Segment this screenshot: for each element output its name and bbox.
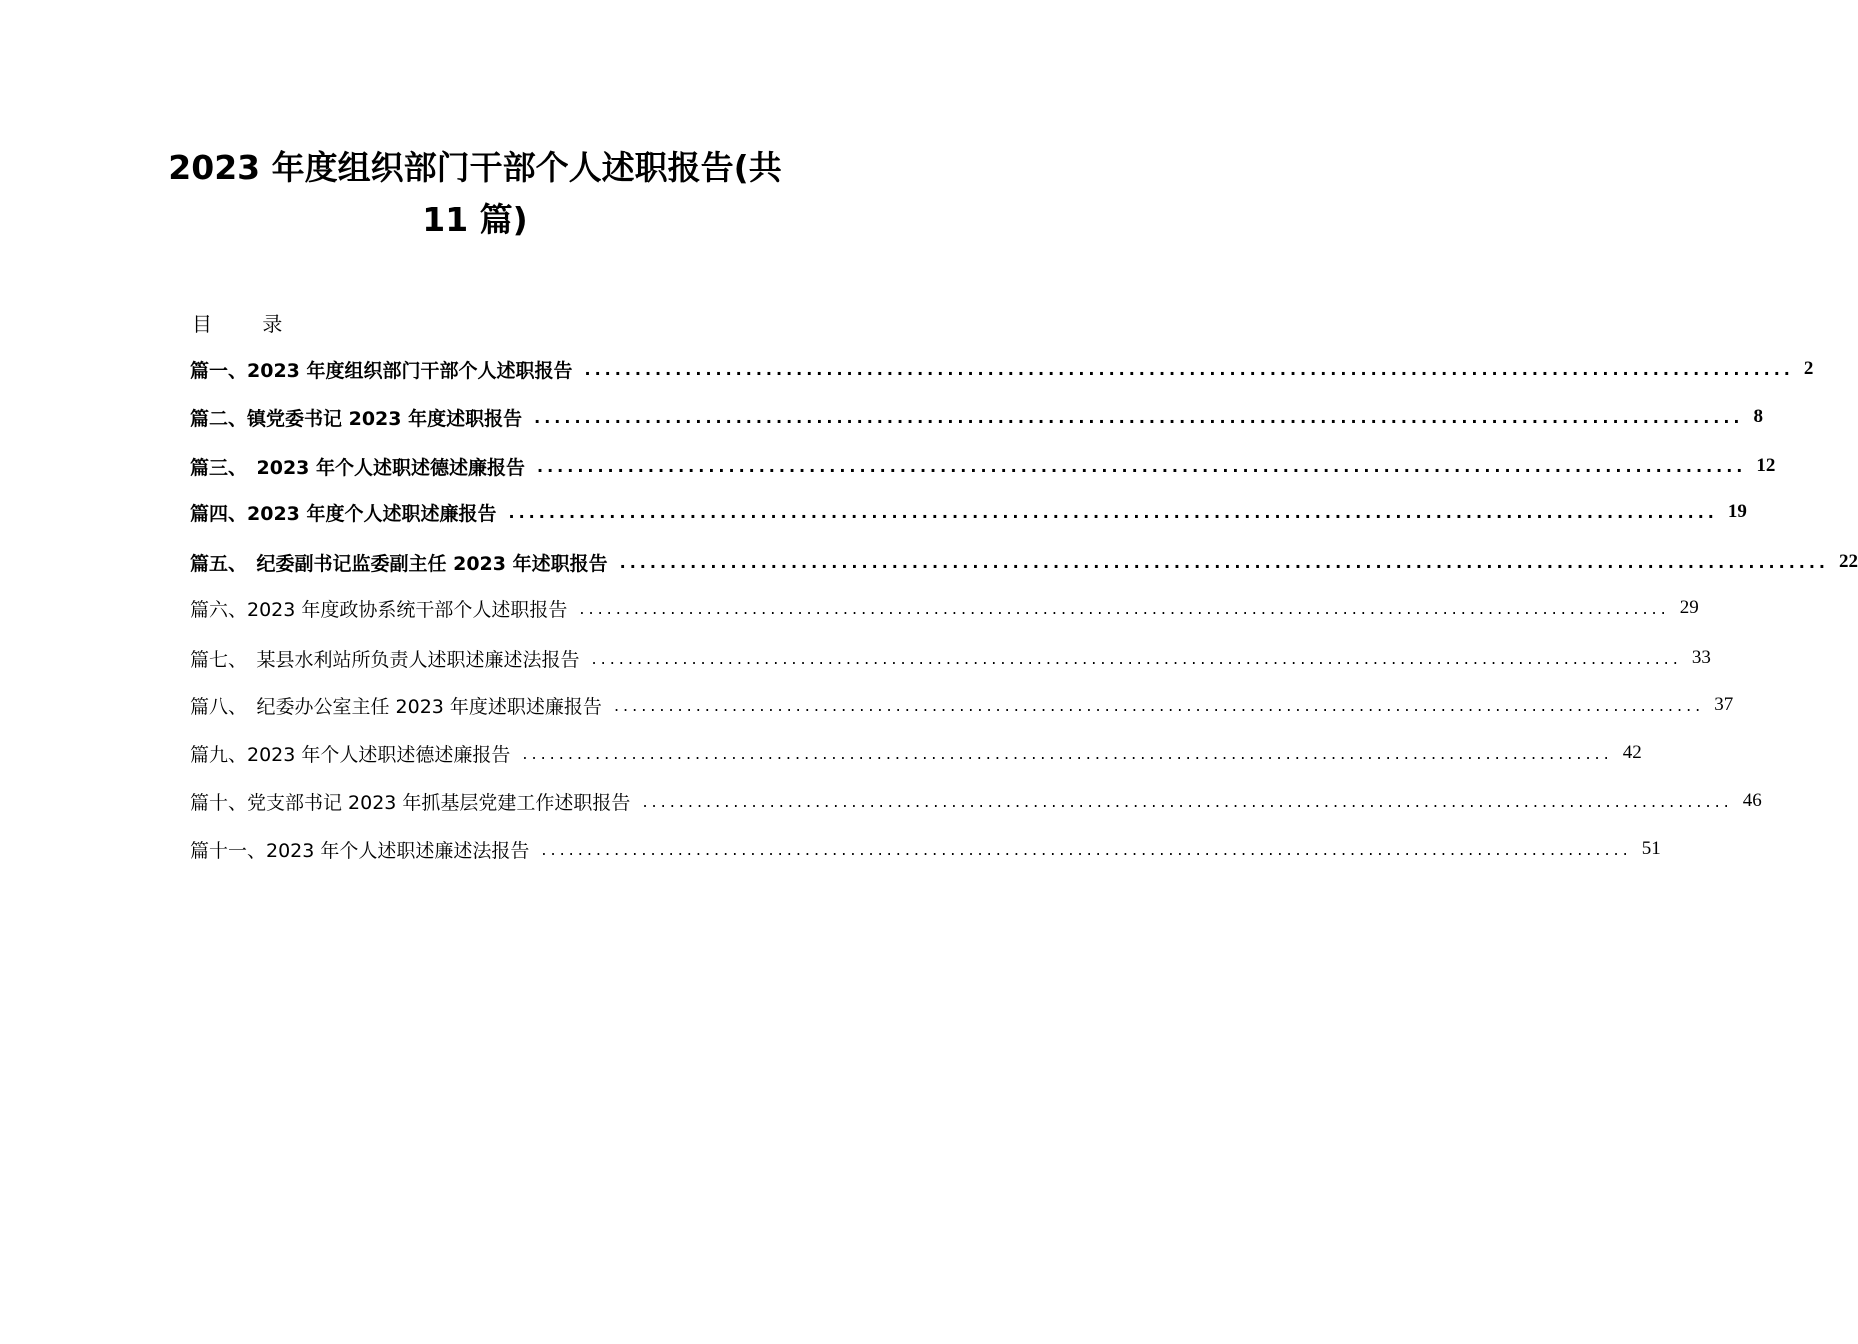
toc-entry-page: 37 — [1714, 694, 1734, 715]
toc-entry-label: 篇八、 纪委办公室主任 2023 年度述职述廉报告 — [190, 695, 602, 718]
toc-entry[interactable] — [190, 736, 1642, 770]
toc-entry[interactable] — [190, 591, 1699, 625]
toc-leader-dots: ........................................................................................................................ — [619, 552, 1829, 572]
toc-entry-label: 篇九、2023 年个人述职述德述廉报告 — [190, 743, 511, 766]
toc-entry[interactable] — [190, 352, 1814, 386]
toc-entry[interactable] — [190, 832, 1661, 866]
toc-leader-dots: ........................................................................................................................ — [508, 502, 1718, 522]
toc-leader-dots: ........................................................................................................................ — [541, 839, 1632, 859]
toc-entry-label: 篇一、2023 年度组织部门干部个人述职报告 — [190, 359, 573, 382]
toc-heading: 目 录 — [192, 312, 305, 336]
toc-entry[interactable] — [190, 545, 1858, 579]
toc-leader-dots: ........................................................................................................................ — [591, 648, 1682, 668]
toc-entry[interactable] — [190, 495, 1747, 529]
toc-leader-dots: ........................................................................................................................ — [537, 456, 1747, 476]
toc-entry-label: 篇十、党支部书记 2023 年抓基层党建工作述职报告 — [190, 791, 631, 814]
toc-entry-label: 篇三、 2023 年个人述职述德述廉报告 — [190, 456, 525, 479]
toc-entry-label: 篇五、 纪委副书记监委副主任 2023 年述职报告 — [190, 552, 608, 575]
toc-entry-label: 篇六、2023 年度政协系统干部个人述职报告 — [190, 598, 568, 621]
document-title — [120, 142, 830, 246]
toc-entry-page: 33 — [1691, 647, 1711, 668]
toc-entry-label: 篇四、2023 年度个人述职述廉报告 — [190, 502, 497, 525]
toc-leader-dots: ........................................................................................................................ — [642, 791, 1733, 811]
toc-entry[interactable] — [190, 449, 1776, 483]
toc-leader-dots: ........................................................................................................................ — [579, 598, 1670, 618]
toc-entry-label: 篇十一、2023 年个人述职述廉述法报告 — [190, 839, 530, 862]
toc-leader-dots: ........................................................................................................................ — [522, 743, 1613, 763]
toc-entry-page: 8 — [1753, 406, 1763, 427]
toc-entry[interactable] — [190, 641, 1711, 675]
title-line-2: 11 篇) — [422, 200, 528, 239]
toc-entry[interactable] — [190, 784, 1762, 818]
toc-entry[interactable] — [190, 688, 1734, 722]
toc-leader-dots: ........................................................................................................................ — [534, 407, 1744, 427]
toc-entry-page: 2 — [1803, 358, 1814, 379]
toc-entry-page: 12 — [1756, 455, 1776, 476]
toc-entry-page: 29 — [1679, 597, 1699, 618]
toc-leader-dots: ........................................................................................................................ — [613, 695, 1705, 715]
toc-entry-page: 19 — [1727, 501, 1747, 522]
toc-entry[interactable] — [190, 400, 1763, 434]
toc-entry-label: 篇七、 某县水利站所负责人述职述廉述法报告 — [190, 648, 580, 671]
toc-entry-page: 42 — [1622, 742, 1642, 763]
toc-leader-dots: ........................................................................................................................ — [584, 359, 1794, 379]
toc-entry-page: 51 — [1641, 838, 1661, 859]
toc-entry-page: 46 — [1742, 790, 1762, 811]
title-line-1: 2023 年度组织部门干部个人述职报告(共 — [168, 148, 782, 187]
toc-entry-label: 篇二、镇党委书记 2023 年度述职报告 — [190, 407, 523, 430]
toc-entry-page: 22 — [1839, 551, 1858, 572]
